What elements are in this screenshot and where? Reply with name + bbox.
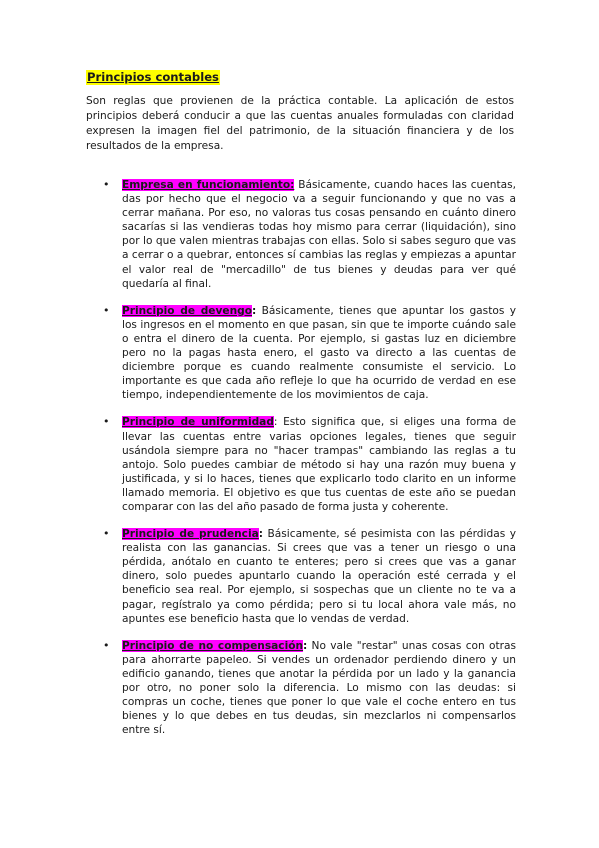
list-item-devengo (86, 304, 516, 403)
list-item-uniformidad (86, 415, 516, 514)
principles-list (86, 178, 516, 750)
term-prudencia: Principio de prudencia (122, 528, 259, 541)
term-uniformidad: Principio de uniformidad (122, 416, 274, 429)
text-devengo: Básicamente, tienes que apuntar los gastos y los ingresos en el momento en que pasan, sin que te importe cuándo sale o entra el dinero de la cuenta. Por ejemplo, si gastas luz en diciembre pero no la pagas hasta enero, el gasto va directo a las cuentas de diciembre porque es cuando realmente consumiste el servicio. Lo importante es que cada año refleje lo que ha ocurrido de verdad en ese tiempo, independientemente de los movimientos de caja. (122, 304, 516, 402)
term-no-compensacion: Principio de no compensación (122, 639, 304, 652)
text-no-compensacion: No vale "restar" unas cosas con otras para ahorrarte papeleo. Si vendes un ordenador perdiendo dinero y un edificio ganando, tienes que anotar la pérdida por un lado y la ganancia por otro, no poner solo la diferencia. Lo mismo con las deudas: si compras un coche, tienes que poner lo que vale el coche entero en tus bienes y lo que debes en tus deudas, sin mezclarlos ni compensarlos entre sí. (122, 639, 517, 737)
term-funcionamiento: Empresa en funcionamiento: (122, 179, 295, 191)
page-title: Principios contables (87, 70, 219, 84)
term-colon: : (303, 639, 308, 652)
list-item-funcionamiento (86, 178, 516, 291)
list-item-prudencia (86, 527, 516, 626)
bullet-icon: • (103, 178, 110, 191)
text-funcionamiento: Básicamente, cuando haces las cuentas, das por hecho que el negocio va a seguir funcionando y que no vas a cerrar mañana. Por eso, no valoras tus cosas pensando en cuánto dinero sacarías si las vendieras todas hoy mismo para cerrar (liquidación), sino por lo que valen mientras trabajas con ellas. Solo si sabes seguro que vas a cerrar o a quebrar, entonces sí cambias las reglas y empiezas a apuntar el valor real de "mercadillo" de tus bienes y deudas para ver qué quedaría al final. (122, 179, 516, 290)
term-colon: : (251, 304, 257, 317)
bullet-icon: • (103, 527, 110, 541)
bullet-icon: • (103, 638, 110, 652)
bullet-icon: • (103, 303, 110, 317)
intro-paragraph: Son reglas que provienen de la práctica contable. La aplicación de estos principios deberá conducir a que las cuentas anuales formuladas con claridad expresen la imagen fiel del patrimonio, de la situación financiera y de los resultados de la empresa. (86, 95, 514, 152)
bullet-icon: • (103, 415, 110, 429)
term-colon: : (258, 528, 263, 541)
list-item-no-compensacion (86, 639, 516, 738)
text-prudencia: Básicamente, sé pesimista con las pérdidas y realista con las ganancias. Si crees que vas a tener un riesgo o una pérdida, anótalo en cuanto te enteres; pero si crees que vas a ganar dinero, solo puedes apuntarlo cuando la operación esté cerrada y el beneficio sea real. Por ejemplo, si sospechas que un cliente no te va a pagar, regístralo ya como pérdida; pero si tu local ahora vale más, no apuntes ese beneficio hasta que lo vendas de verdad. (122, 528, 516, 625)
text-uniformidad: Esto significa que, si eliges una forma de llevar las cuentas entre varias opciones legales, tienes que seguir usándola siempre para no "hacer trampas" cambiando las reglas a tu antojo. Solo puedes cambiar de método si hay una razón muy buena y justificada, y si lo haces, tienes que explicarlo todo clarito en un informe llamado memoria. El objetivo es que tus cuentas de este año se puedan comparar con las del año pasado de forma justa y coherente. (122, 416, 516, 513)
term-devengo: Principio de devengo (122, 304, 252, 317)
term-colon: : (273, 416, 278, 429)
